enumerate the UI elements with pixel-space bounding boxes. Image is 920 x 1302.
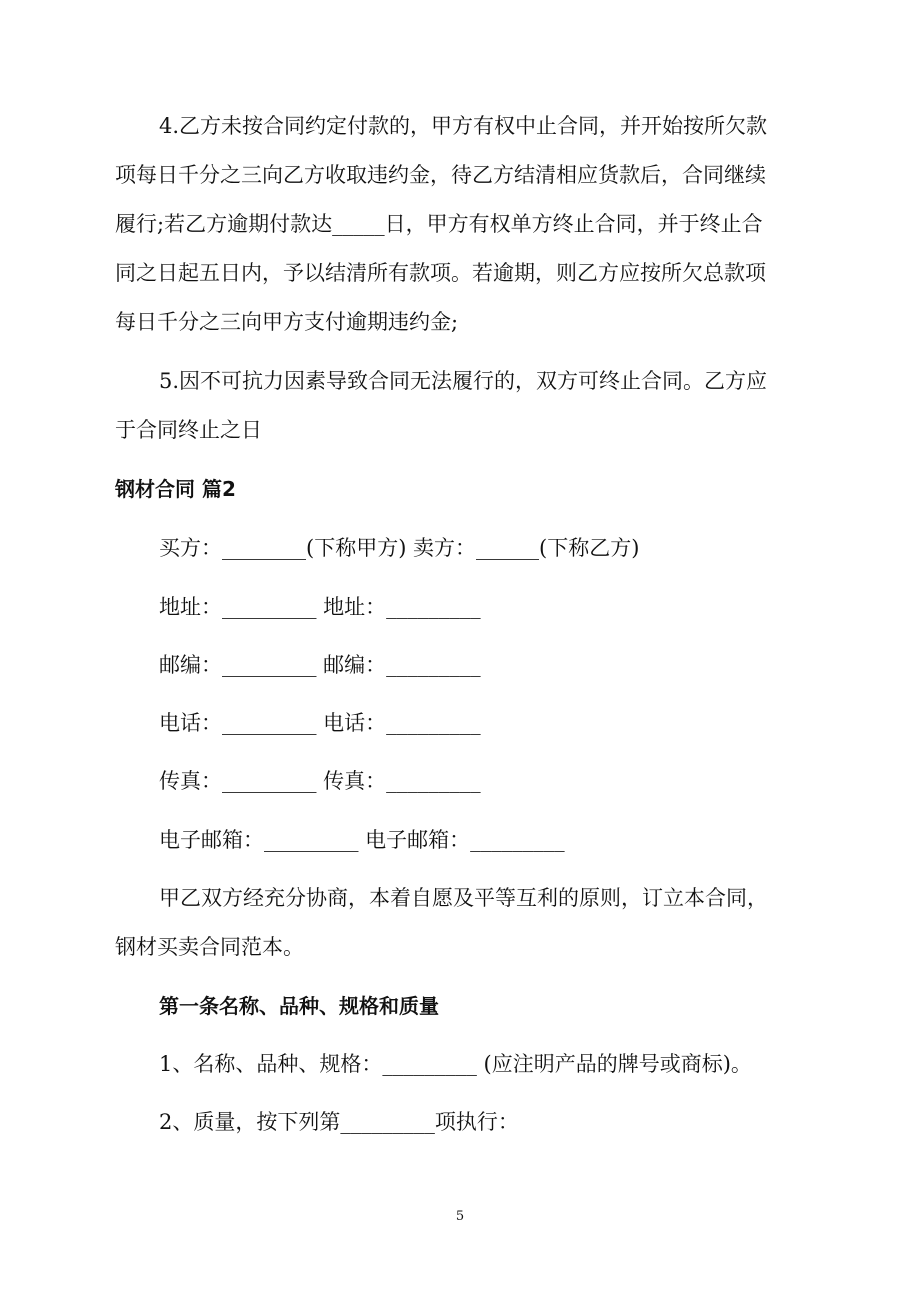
preamble-line-1: 甲乙双方经充分协商，本着自愿及平等互利的原则，订立本合同， [159,886,768,910]
article-1-item-1: 1、名称、品种、规格：_________ (应注明产品的牌号或商标)。 [159,1052,752,1076]
parties-phone: 电话：_________ 电话：_________ [159,711,481,735]
article-1-item-2: 2、质量，按下列第_________项执行： [159,1110,519,1134]
parties-fax: 传真：_________ 传真：_________ [159,769,481,793]
section-title: 钢材合同 篇2 [115,477,236,501]
preamble-line-2: 钢材买卖合同范本。 [115,935,304,959]
parties-buyer-seller: 买方：________(下称甲方) 卖方：______(下称乙方) [159,536,640,560]
clause-5-line-2: 于合同终止之日 [115,418,262,442]
parties-postcode: 邮编：_________ 邮编：_________ [159,653,481,677]
clause-4-line-4: 同之日起五日内，予以结清所有款项。若逾期，则乙方应按所欠总款项 [115,261,766,285]
clause-4-line-5: 每日千分之三向甲方支付逾期违约金; [115,310,459,334]
article-1-title: 第一条名称、品种、规格和质量 [159,994,439,1018]
parties-address: 地址：_________ 地址：_________ [159,595,481,619]
clause-4-line-3: 履行;若乙方逾期付款达_____日，甲方有权单方终止合同，并于终止合 [115,212,763,236]
clause-5-line-1: 5.因不可抗力因素导致合同无法履行的，双方可终止合同。乙方应 [159,369,768,393]
clause-4-line-1: 4.乙方未按合同约定付款的，甲方有权中止合同，并开始按所欠款 [159,114,768,138]
page-number: 5 [455,1209,465,1224]
clause-4-line-2: 项每日千分之三向乙方收取违约金，待乙方结清相应货款后，合同继续 [115,163,766,187]
parties-email: 电子邮箱：_________ 电子邮箱：_________ [159,828,565,852]
